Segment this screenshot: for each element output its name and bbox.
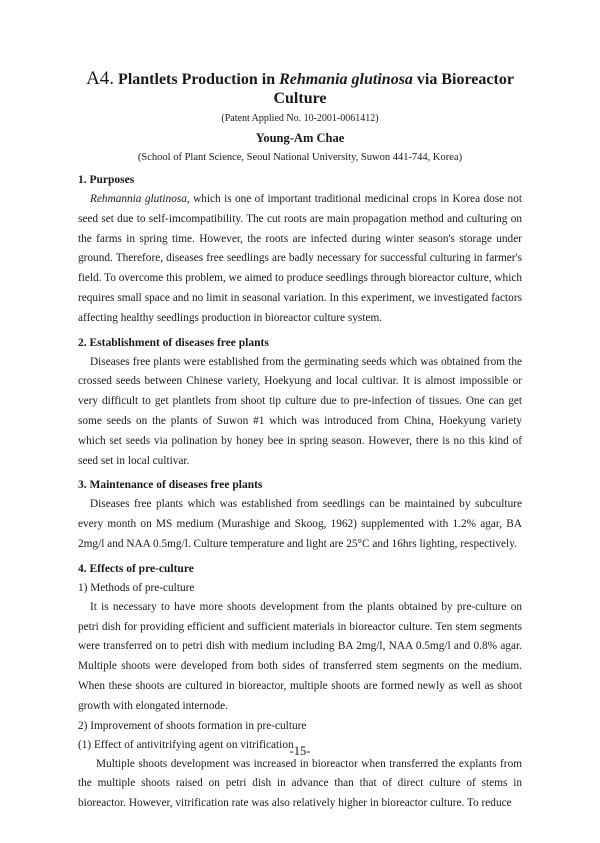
- patent-note: (Patent Applied No. 10-2001-0061412): [221, 113, 379, 124]
- subheading-improvement: 2) Improvement of shoots formation in pre-culture: [78, 719, 307, 732]
- title-species: Rehmania glutinosa: [279, 71, 413, 88]
- title-post: via Bioreactor Culture: [273, 71, 514, 107]
- section-heading-preculture: 4. Effects of pre-culture: [78, 562, 194, 575]
- paragraph-establishment: Diseases free plants were established from the germinating seeds which was obtained from the crossed seeds between Chinese variety, Hoekyung and local cultivar. It is almost impossible or very difficult to get plantlets from shoot tip culture due to pre-infection of tissues. One can get some seeds on the plants of Suwon #1 which was introduced from China, Hoekyung variety which set seeds via polination by honey bee in spring season. However, there is no this kind of seed set in local cultivar.: [78, 355, 522, 467]
- author-name: Young-Am Chae: [255, 131, 345, 145]
- section-heading-establishment: 2. Establishment of diseases free plants: [78, 336, 269, 349]
- subheading-methods: 1) Methods of pre-culture: [78, 581, 195, 594]
- title-prefix: A4.: [86, 68, 115, 89]
- section-heading-purposes: 1. Purposes: [78, 174, 135, 186]
- paragraph-purposes-text: , which is one of important traditional medicinal crops in Korea dose not seed set due to self-imcompatibility. The cut roots are main propagation method and culturing on the farms in spring time. However, the roots are infected during winter season's storage under ground. Therefore, diseases free seedlings are badly necessary for successful culturing in farmer's field. To overcome this problem, we aimed to produce seedlings through bioreactor culture, which requires small space and no limit in seasonal variation. In this experiment, we investigated factors affecting healthy seedlings production in bioreactor culture system.: [78, 193, 522, 324]
- title-pre: Plantlets Production in: [118, 71, 280, 88]
- affiliation: (School of Plant Science, Seoul National University, Suwon 441-744, Korea): [137, 152, 463, 163]
- subheading-antivitrifying: (1) Effect of antivitrifying agent on vitrification: [78, 738, 294, 751]
- species-name: Rehmannia glutinosa: [90, 193, 187, 205]
- paragraph-purposes: [78, 190, 522, 329]
- title-text: [118, 71, 514, 107]
- paragraph-antivitrifying: Multiple shoots development was increased in bioreactor when transferred the explants from the multiple shoots raised on petri dish in advance than that of direct culture of stems in bioreactor. However, vitrification rate was also relatively higher in bioreactor culture. To reduce: [78, 757, 522, 810]
- paragraph-maintenance: Diseases free plants which was established from seedlings can be maintained by subculture every month on MS medium (Murashige and Skoog, 1962) supplemented with 1.2% agar, BA 2mg/l and NAA 0.5mg/l. Culture temperature and light are 25°C and 16hrs lighting, respectively.: [78, 498, 522, 550]
- paper-title: [78, 68, 522, 108]
- paragraph-methods: It is necessary to have more shoots development from the plants obtained by pre-culture on petri dish for providing efficient and sufficient materials in bioreactor culture. Ten stem segments were transferred on to petri dish with medium including BA 2mg/l, NAA 0.5mg/l and 0.8% agar. Multiple shoots were developed from both sides of transferred stem segments on the medium. When these shoots are cultured in bioreactor, multiple shoots are formed newly as well as shoot growth with elongated internode.: [78, 600, 522, 712]
- section-heading-maintenance: 3. Maintenance of diseases free plants: [78, 479, 263, 492]
- page-number: -15-: [289, 744, 311, 758]
